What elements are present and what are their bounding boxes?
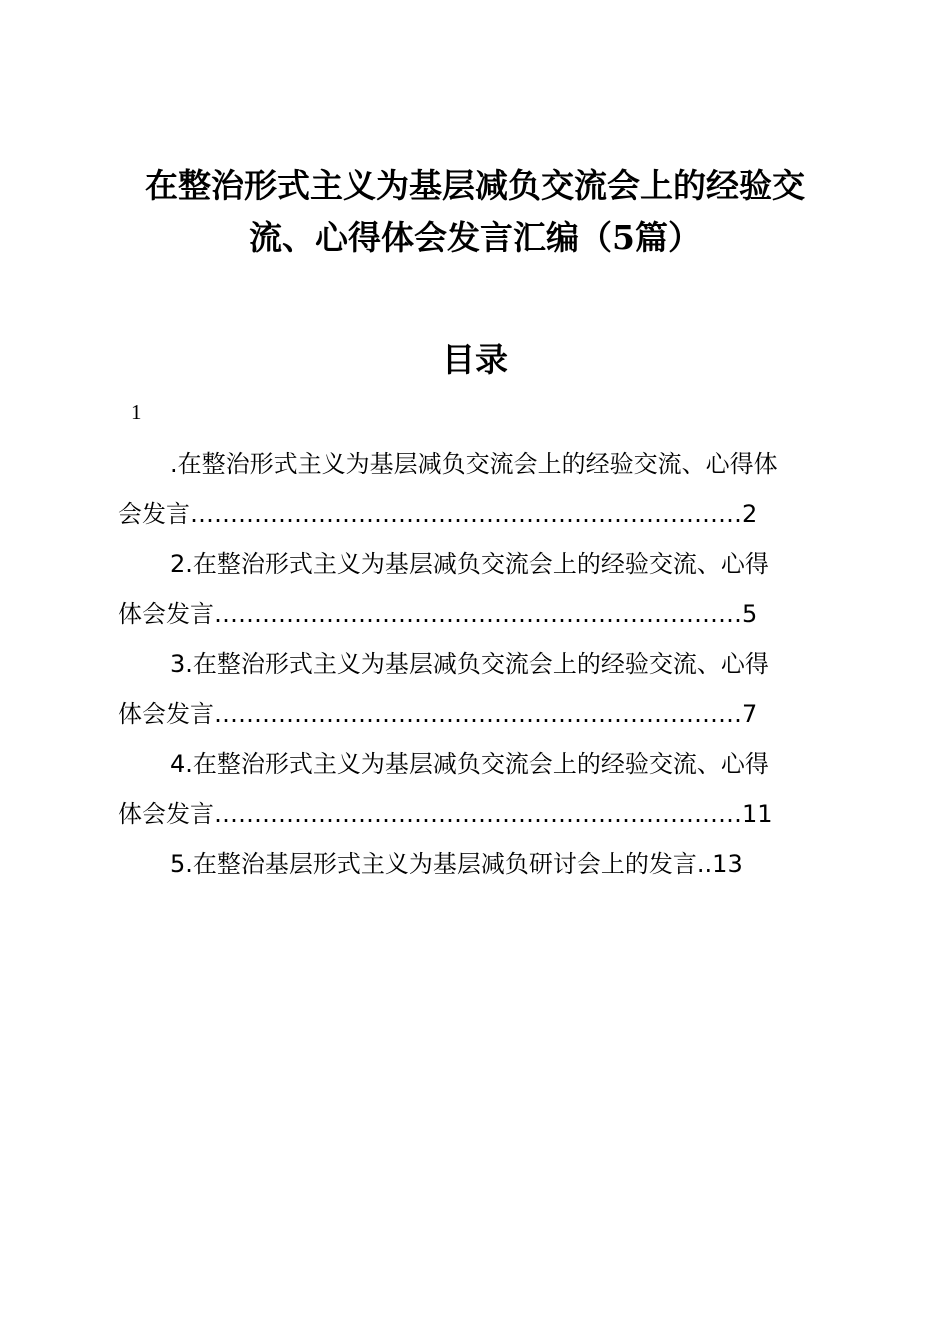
toc-dot-leader: ………………………………………………………… (214, 600, 742, 628)
toc-entry-line[interactable] (170, 846, 743, 882)
toc-entry-2[interactable] (118, 540, 838, 640)
toc-entry-1[interactable] (118, 440, 838, 540)
toc-page-number[interactable]: 2 (742, 500, 758, 528)
toc-entry-title-tail[interactable]: 体会发言 (118, 600, 214, 628)
toc-page-number[interactable]: 13 (712, 850, 743, 878)
toc-entry-title[interactable]: 4.在整治形式主义为基层减负交流会上的经验交流、心得 (170, 750, 769, 778)
toc-entry-3[interactable] (118, 640, 838, 740)
document-title-line-1: 在整治形式主义为基层减负交流会上的经验交 (145, 166, 805, 205)
toc-entry-5[interactable] (118, 840, 838, 890)
toc-entry-continuation[interactable] (118, 696, 757, 732)
toc-entry-title-tail[interactable]: 体会发言 (118, 700, 214, 728)
toc-entry-title-tail[interactable]: 体会发言 (118, 800, 214, 828)
document-title (100, 160, 850, 264)
toc-page-number[interactable]: 11 (742, 800, 773, 828)
toc-entry-4[interactable] (118, 740, 838, 840)
toc-entry-continuation[interactable] (118, 496, 757, 532)
toc-dot-leader: ………………………………………………………… (214, 700, 742, 728)
document-title-line-2: 流、心得体会发言汇编（5篇） (249, 218, 701, 257)
toc-page-number[interactable]: 7 (742, 700, 758, 728)
toc-heading: 目录 (442, 340, 508, 379)
toc-entry-continuation[interactable] (118, 596, 757, 632)
toc-entry-title[interactable]: 3.在整治形式主义为基层减负交流会上的经验交流、心得 (170, 650, 769, 678)
toc-entry-title[interactable]: 5.在整治基层形式主义为基层减负研讨会上的发言 (170, 850, 697, 878)
toc-entry-title[interactable]: 2.在整治形式主义为基层减负交流会上的经验交流、心得 (170, 550, 769, 578)
toc-entry-title[interactable]: .在整治形式主义为基层减负交流会上的经验交流、心得体 (170, 450, 778, 478)
toc-entry-continuation[interactable] (118, 796, 773, 832)
toc-dot-leader: ………………………………………………………… (214, 800, 742, 828)
toc-dot-leader: …………………………………………………………… (190, 500, 742, 528)
toc-dot-leader: .. (696, 850, 713, 878)
toc-page-number[interactable]: 5 (742, 600, 758, 628)
toc-entry-title-tail[interactable]: 会发言 (118, 500, 190, 528)
table-of-contents (118, 440, 838, 890)
stray-number: 1 (131, 400, 142, 424)
